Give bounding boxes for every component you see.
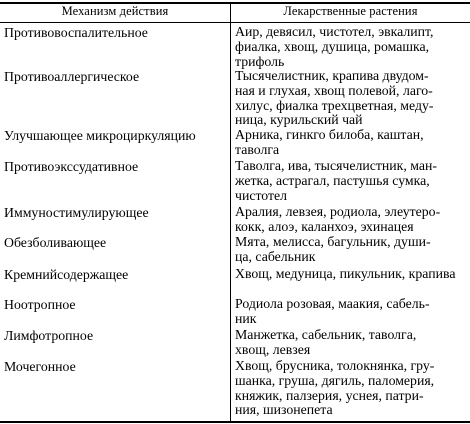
- mechanism-cell: Противовоспалительное: [4, 25, 148, 40]
- mechanism-cell: Лимфотропное: [4, 328, 94, 343]
- mechanism-cell: Кремнийсодержащее: [4, 267, 129, 282]
- plants-line: ница, курильский чай: [235, 112, 363, 128]
- plants-cell: [235, 25, 467, 69]
- plants-line: Хвощ, брусника, толокнянка, гру-: [235, 358, 435, 373]
- table-header-rule: [0, 22, 470, 23]
- plants-line: Арника, гинкго билоба, каштан,: [235, 127, 424, 142]
- mechanism-cell: Ноотропное: [4, 297, 76, 312]
- plants-cell: [235, 235, 467, 265]
- plants-line: жетка, астрагал, пастушья сумка,: [235, 172, 430, 188]
- plants-line: Манжетка, сабельник, таволга,: [235, 327, 417, 342]
- plants-line: хвощ, левзея: [235, 341, 311, 357]
- plants-cell: [235, 297, 467, 327]
- header-mechanism: Механизм действия: [61, 4, 169, 18]
- plants-line: Мята, мелисса, багульник, души-: [235, 234, 431, 249]
- header-plants: Лекарственные растения: [283, 4, 418, 18]
- plants-line: хилус, фиалка трехцветная, меду-: [235, 97, 434, 113]
- plants-line: ная и глухая, хвощ полевой, лаго-: [235, 82, 433, 98]
- plants-line: шанка, груша, дягиль, паломерия,: [235, 372, 435, 388]
- plants-line: таволга: [235, 141, 280, 157]
- plants-line: Родиола розовая, маакия, сабель-: [235, 296, 430, 311]
- plants-line: княжик, палзерия, уснея, патри-: [235, 387, 424, 403]
- mechanism-cell: Противоаллергическое: [4, 69, 140, 84]
- plants-line: Тысячелистник, крапива двудом-: [235, 68, 429, 83]
- plants-cell: [235, 328, 467, 358]
- plants-line: ца, сабельник: [235, 248, 316, 264]
- plants-line: Хвощ, медуница, пикульник, крапива: [235, 266, 456, 281]
- plants-line: чистотел: [235, 187, 288, 203]
- mechanism-cell: Иммуностимулирующее: [4, 205, 149, 220]
- plants-line: ник: [235, 310, 257, 326]
- plants-cell: [235, 128, 467, 158]
- plants-cell: [235, 69, 467, 128]
- table-bottom-rule: [0, 421, 470, 423]
- plants-line: фиалка, хвощ, душица, ромашка,: [235, 38, 430, 54]
- plants-line: ния, шизонепета: [235, 402, 333, 418]
- plants-cell: [235, 267, 467, 282]
- column-divider: [230, 2, 231, 422]
- mechanism-cell: Мочегонное: [4, 359, 76, 374]
- plants-line: кокк, алоэ, каланхоэ, эхинацея: [235, 218, 414, 234]
- plants-cell: [235, 159, 467, 203]
- plants-line: Аир, девясил, чистотел, эвкалипт,: [235, 24, 434, 39]
- mechanism-cell: Улучшающее микроциркуляцию: [4, 128, 196, 143]
- mechanism-cell: Обезболивающее: [4, 235, 107, 250]
- plants-line: Таволга, ива, тысячелистник, ман-: [235, 158, 438, 173]
- plants-cell: [235, 205, 467, 235]
- plants-cell: [235, 359, 467, 418]
- mechanism-cell: Противоэкссудативное: [4, 159, 139, 174]
- plants-line: трифоль: [235, 53, 285, 69]
- plants-line: Аралия, левзея, родиола, элеутеро-: [235, 204, 441, 219]
